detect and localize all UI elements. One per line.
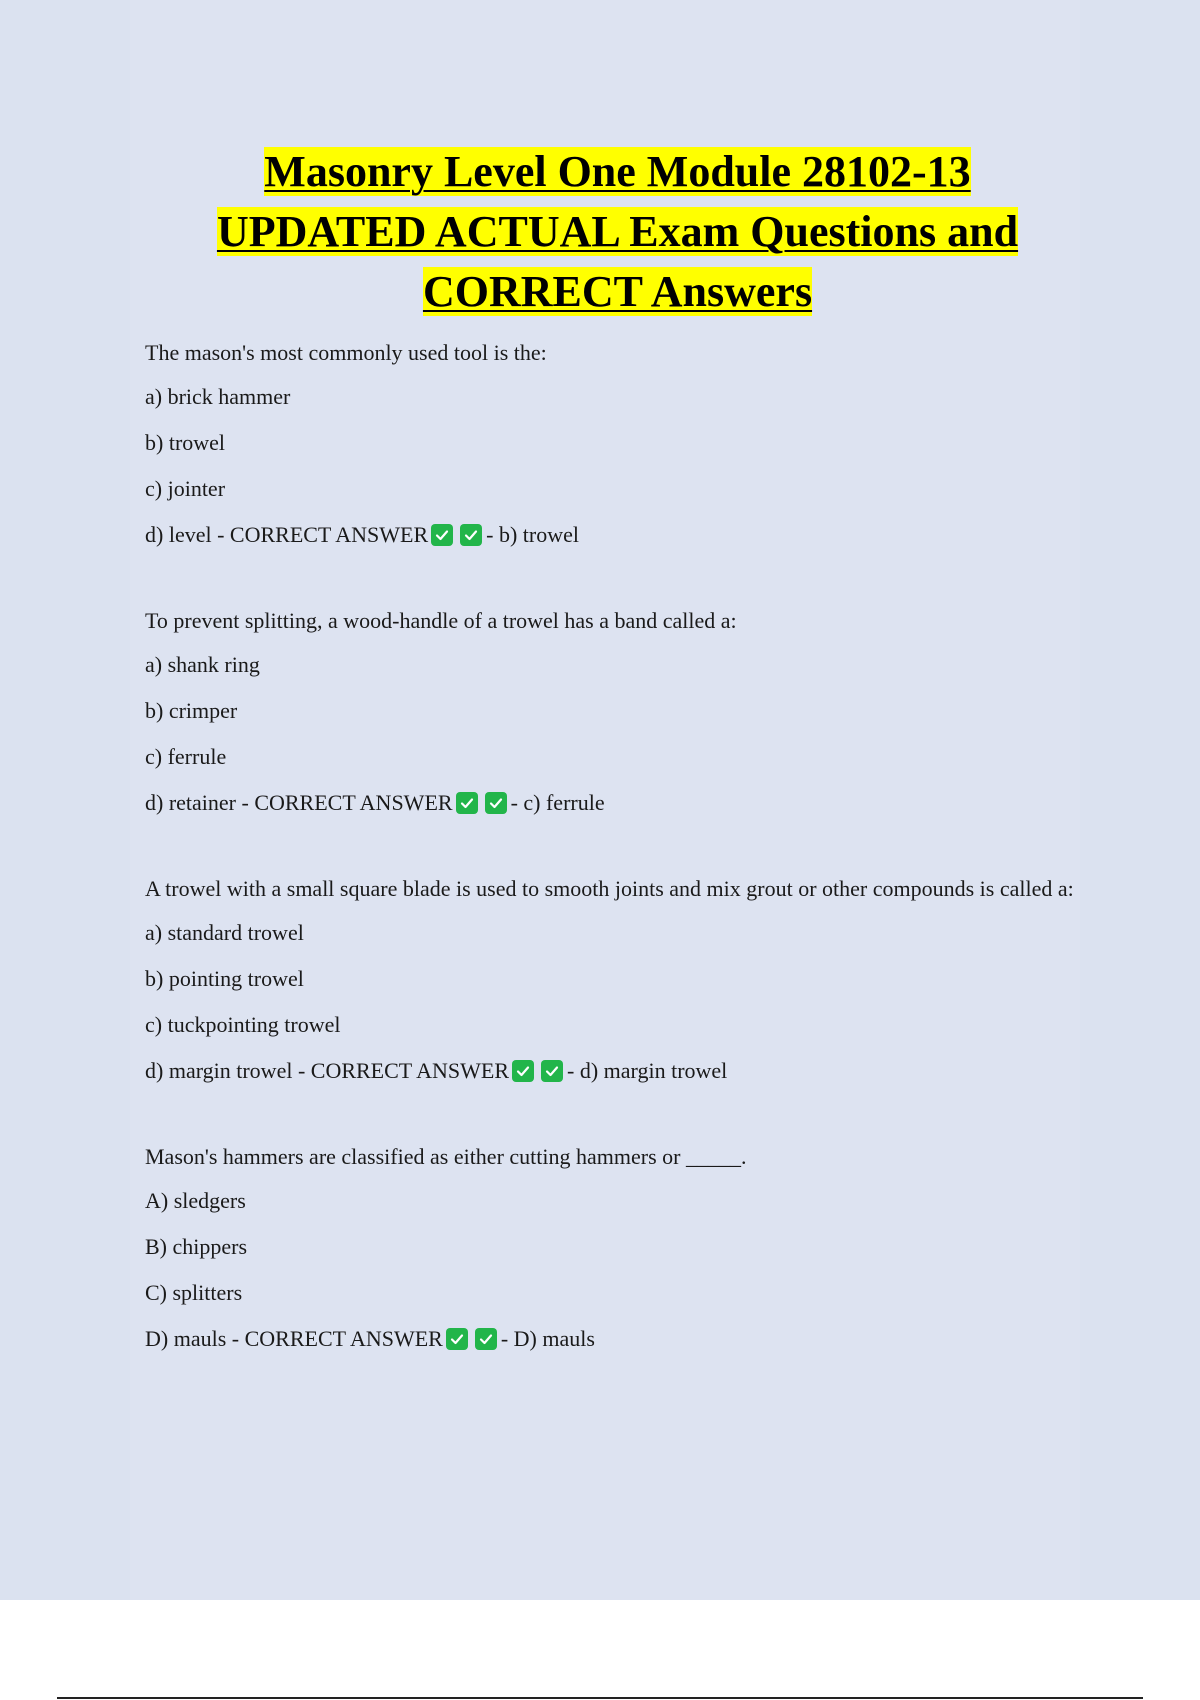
correct-answer: - d) margin trowel (567, 1058, 728, 1083)
answer-line (145, 520, 1085, 550)
question-text: To prevent splitting, a wood-handle of a trowel has a band called a: (145, 608, 737, 633)
option-a: A) sledgers (145, 1188, 246, 1213)
check-mark-icon (485, 792, 507, 814)
option-b: b) crimper (145, 698, 238, 723)
answer-line (145, 1056, 1085, 1086)
option-a: a) standard trowel (145, 920, 304, 945)
option-d: d) level - CORRECT ANSWER (145, 522, 429, 547)
check-mark-icon (512, 1060, 534, 1082)
option-b: b) pointing trowel (145, 966, 304, 991)
option-d: D) mauls - CORRECT ANSWER (145, 1326, 443, 1351)
question-item (145, 874, 1085, 1086)
check-mark-icon (460, 524, 482, 546)
question-text: A trowel with a small square blade is used to smooth joints and mix grout or other compounds is called a: (145, 876, 1074, 901)
option-c: C) splitters (145, 1280, 243, 1305)
check-mark-icon (431, 524, 453, 546)
option-b: B) chippers (145, 1234, 248, 1259)
option-d: d) retainer - CORRECT ANSWER (145, 790, 453, 815)
correct-answer: - D) mauls (500, 1326, 595, 1351)
question-text: Mason's hammers are classified as either cutting hammers or _____. (145, 1144, 747, 1169)
answer-line (145, 788, 1085, 818)
title-line-1: Masonry Level One Module 28102-13 (264, 147, 971, 196)
question-item (145, 606, 1085, 818)
option-b: b) trowel (145, 430, 226, 455)
correct-answer: - b) trowel (486, 522, 580, 547)
option-a: a) brick hammer (145, 384, 291, 409)
check-mark-icon (541, 1060, 563, 1082)
question-text: The mason's most commonly used tool is the: (145, 340, 547, 365)
option-a: a) shank ring (145, 652, 260, 677)
question-item (145, 1142, 1085, 1354)
title-line-2: UPDATED ACTUAL Exam Questions and (216, 207, 1019, 256)
question-list (145, 338, 1085, 1389)
title-line-3: CORRECT Answers (422, 267, 813, 316)
option-d: d) margin trowel - CORRECT ANSWER (145, 1058, 510, 1083)
option-c: c) ferrule (145, 744, 227, 769)
question-item (145, 338, 1085, 550)
option-c: c) tuckpointing trowel (145, 1012, 341, 1037)
check-mark-icon (475, 1328, 497, 1350)
footer-divider (57, 1697, 1143, 1699)
option-c: c) jointer (145, 476, 226, 501)
answer-line (145, 1324, 1085, 1354)
check-mark-icon (446, 1328, 468, 1350)
correct-answer: - c) ferrule (510, 790, 605, 815)
document-title (130, 142, 1105, 322)
check-mark-icon (456, 792, 478, 814)
